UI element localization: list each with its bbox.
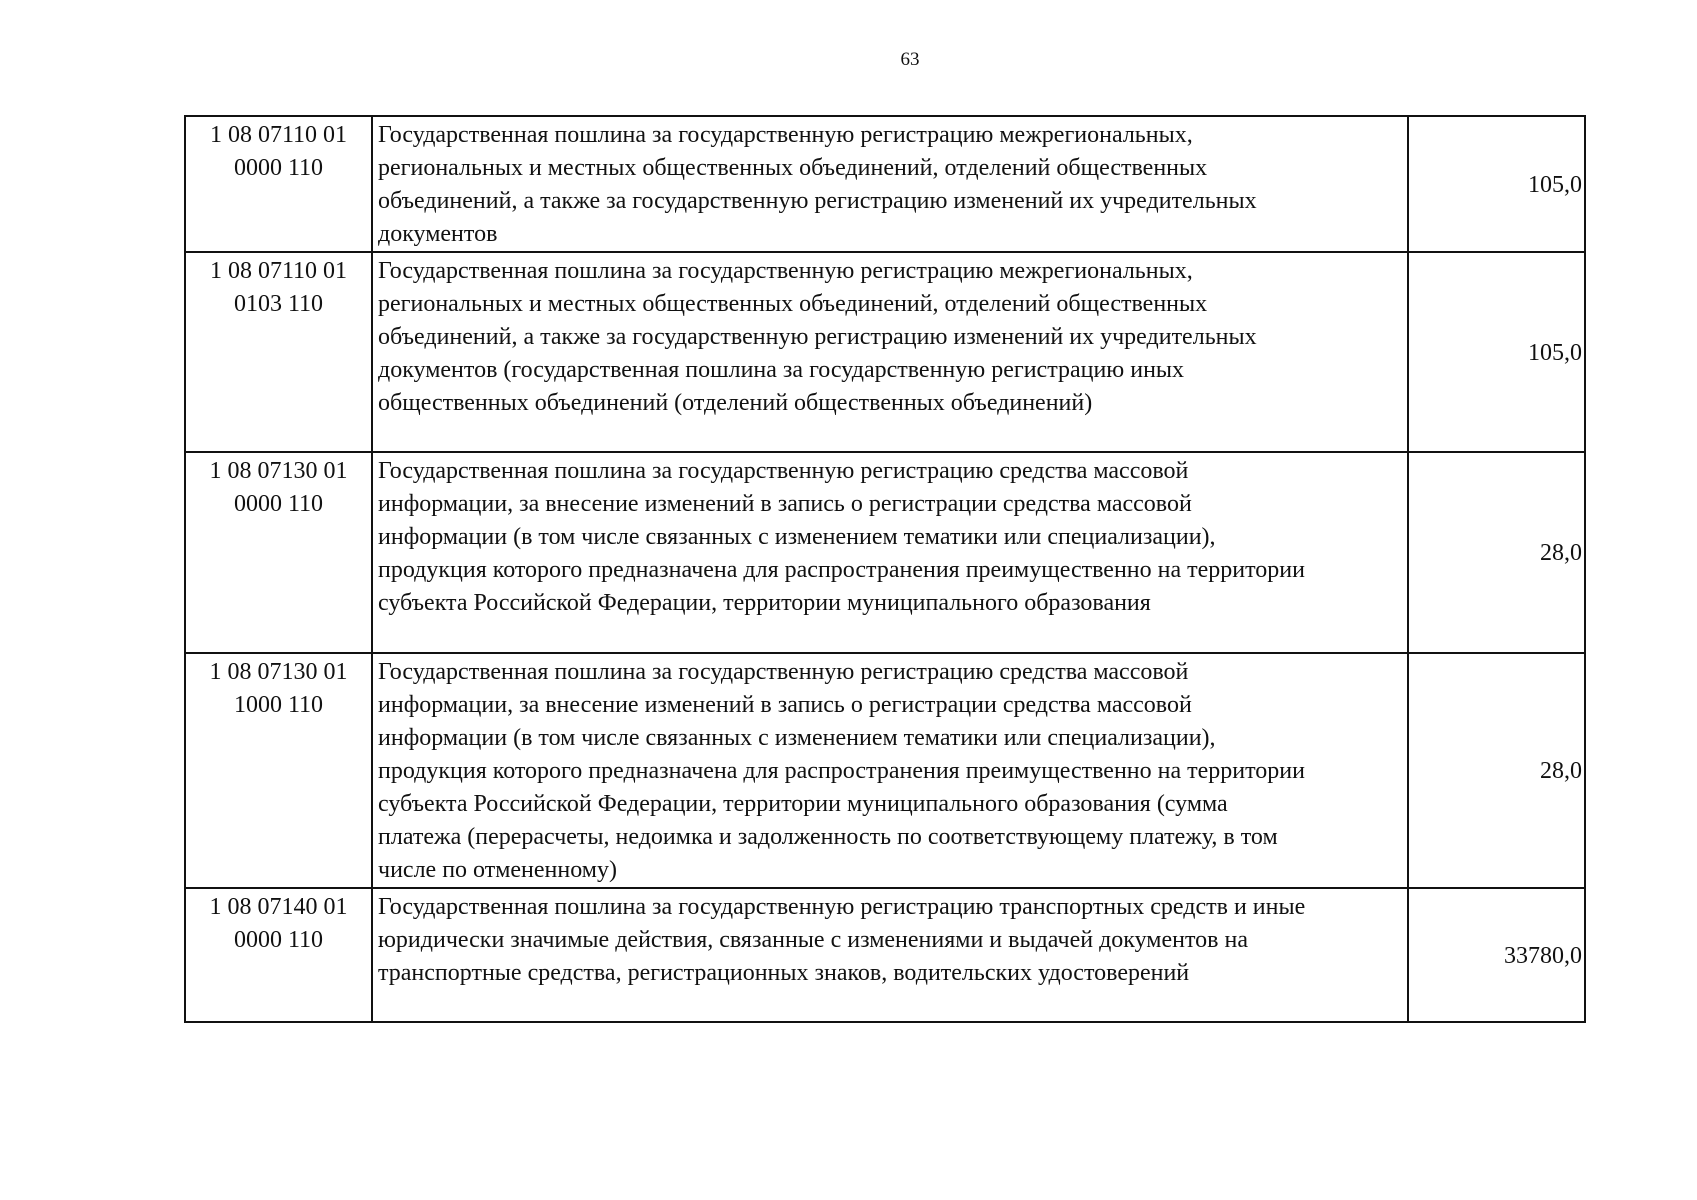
- description-cell: [372, 252, 1408, 452]
- description-line: транспортные средства, регистрационных знаков, водительских удостоверений: [378, 960, 1190, 986]
- description-cell: [372, 452, 1408, 653]
- description-line: общественных объединений (отделений общественных объединений): [378, 390, 1093, 416]
- description-line: региональных и местных общественных объединений, отделений общественных: [378, 155, 1208, 181]
- budget-code-line: 1 08 07130 01: [209, 458, 348, 484]
- description-line: информации (в том числе связанных с изменением тематики или специализации),: [378, 524, 1216, 550]
- description-line: объединений, а также за государственную регистрацию изменений их учредительных: [378, 188, 1257, 214]
- budget-code-line: 1 08 07110 01: [209, 122, 348, 148]
- budget-code-line: 1 08 07110 01: [209, 258, 348, 284]
- table-row: [185, 888, 1585, 1022]
- description-cell: [372, 116, 1408, 252]
- table-row: [185, 116, 1585, 252]
- budget-code-cell: [185, 452, 372, 653]
- budget-code-cell: [185, 653, 372, 888]
- description-line: Государственная пошлина за государственную регистрацию средства массовой: [378, 458, 1189, 484]
- amount-cell: 28,0: [1408, 452, 1585, 653]
- description-line: информации, за внесение изменений в запись о регистрации средства массовой: [378, 692, 1192, 718]
- budget-code-line: 1 08 07130 01: [209, 659, 348, 685]
- amount-cell: 28,0: [1408, 653, 1585, 888]
- budget-code-cell: [185, 116, 372, 252]
- budget-code-line: 0000 110: [233, 155, 324, 181]
- description-line: Государственная пошлина за государственную регистрацию межрегиональных,: [378, 258, 1193, 284]
- table-row: [185, 452, 1585, 653]
- description-line: региональных и местных общественных объединений, отделений общественных: [378, 291, 1208, 317]
- description-line: документов (государственная пошлина за государственную регистрацию иных: [378, 357, 1185, 383]
- description-line: информации (в том числе связанных с изменением тематики или специализации),: [378, 725, 1216, 751]
- budget-code-line: 1 08 07140 01: [209, 894, 348, 920]
- description-line: юридически значимые действия, связанные с изменениями и выдачей документов на: [378, 927, 1248, 953]
- description-line: продукция которого предназначена для распространения преимущественно на территории: [378, 758, 1305, 784]
- description-line: информации, за внесение изменений в запись о регистрации средства массовой: [378, 491, 1192, 517]
- revenue-table: [184, 115, 1586, 1023]
- description-line: объединений, а также за государственную регистрацию изменений их учредительных: [378, 324, 1257, 350]
- budget-code-cell: [185, 888, 372, 1022]
- description-line: Государственная пошлина за государственную регистрацию межрегиональных,: [378, 122, 1193, 148]
- description-line: Государственная пошлина за государственную регистрацию транспортных средств и иные: [378, 894, 1306, 920]
- amount-cell: 33780,0: [1408, 888, 1585, 1022]
- budget-code-line: 1000 110: [233, 692, 324, 718]
- description-line: продукция которого предназначена для распространения преимущественно на территории: [378, 557, 1305, 583]
- table-row: [185, 252, 1585, 452]
- page-number: 63: [900, 49, 920, 70]
- description-cell: [372, 653, 1408, 888]
- description-line: платежа (перерасчеты, недоимка и задолженность по соответствующему платежу, в том: [378, 824, 1278, 850]
- table-row: [185, 653, 1585, 888]
- budget-code-cell: [185, 252, 372, 452]
- description-line: Государственная пошлина за государственную регистрацию средства массовой: [378, 659, 1189, 685]
- description-line: документов: [378, 221, 498, 247]
- budget-code-line: 0103 110: [233, 291, 324, 317]
- amount-cell: 105,0: [1408, 116, 1585, 252]
- amount-cell: 105,0: [1408, 252, 1585, 452]
- budget-code-line: 0000 110: [233, 927, 324, 953]
- description-cell: [372, 888, 1408, 1022]
- description-line: субъекта Российской Федерации, территории муниципального образования (сумма: [378, 791, 1228, 817]
- budget-code-line: 0000 110: [233, 491, 324, 517]
- description-line: субъекта Российской Федерации, территории муниципального образования: [378, 590, 1151, 616]
- description-line: числе по отмененному): [378, 857, 617, 883]
